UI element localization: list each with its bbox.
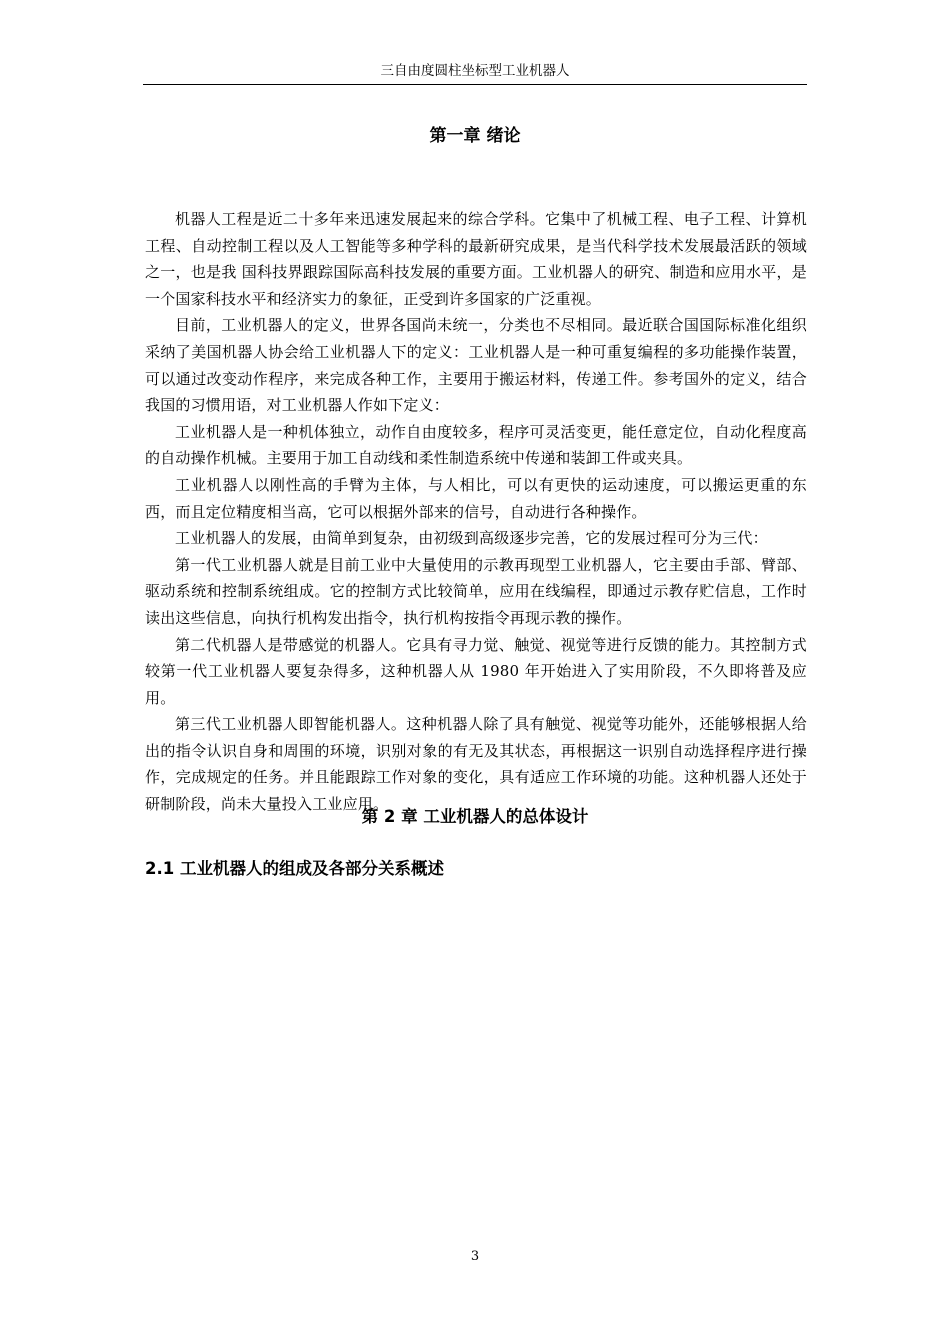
paragraph: 第三代工业机器人即智能机器人。这种机器人除了具有触觉、视觉等功能外，还能够根据人给出的指令认识自身和周围的环境，识别对象的有无及其状态，再根据这一识别自动选择程序进行操作，完成规定的任务。并且能跟踪工作对象的变化，具有适应工作环境的功能。这种机器人还处于研制阶段，尚未大量投入工业应用。 <box>145 715 807 814</box>
section-2-1-title: 2.1 工业机器人的组成及各部分关系概述 <box>145 859 444 878</box>
running-header <box>143 62 807 85</box>
chapter-2-title: 第 2 章 工业机器人的总体设计 <box>361 807 589 826</box>
chapter-1-body <box>145 206 807 818</box>
paragraph: 第二代机器人是带感觉的机器人。它具有寻力觉、触觉、视觉等进行反馈的能力。其控制方式较第一代工业机器人要复杂得多，这种机器人从 1980 年开始进入了实用阶段，不久即将普及应用。 <box>145 635 807 707</box>
paragraph: 机器人工程是近二十多年来迅速发展起来的综合学科。它集中了机械工程、电子工程、计算机工程、自动控制工程以及人工智能等多种学科的最新研究成果，是当代科学技术发展最活跃的领域之一，也是我 国科技界跟踪国际高科技发展的重要方面。工业机器人的研究、制造和应用水平，是一个国家科技水平和经济实力的象征，正受到许多国家的广泛重视。 <box>145 210 807 308</box>
chapter-1-title: 第一章 绪论 <box>429 126 521 146</box>
paragraph: 目前，工业机器人的定义，世界各国尚未统一，分类也不尽相同。最近联合国国际标准化组织采纳了美国机器人协会给工业机器人下的定义：工业机器人是一种可重复编程的多功能操作装置，可以通过改变动作程序，来完成各种工作，主要用于搬运材料，传递工件。参考国外的定义，结合我国的习惯用语，对工业机器人作如下定义： <box>145 316 807 415</box>
paragraph: 工业机器人以刚性高的手臂为主体，与人相比，可以有更快的运动速度，可以搬运更重的东西，而且定位精度相当高，它可以根据外部来的信号，自动进行各种操作。 <box>145 475 807 521</box>
page-number: 3 <box>470 1249 480 1264</box>
paragraph: 工业机器人的发展，由简单到复杂，由初级到高级逐步完善，它的发展过程可分为三代： <box>175 529 768 548</box>
paragraph: 第一代工业机器人就是目前工业中大量使用的示教再现型工业机器人，它主要由手部、臂部、驱动系统和控制系统组成。它的控制方式比较简单，应用在线编程，即通过示教存贮信息，工作时读出这些信息，向执行机构发出指令，执行机构按指令再现示教的操作。 <box>145 555 807 627</box>
running-header-title: 三自由度圆柱坐标型工业机器人 <box>380 63 570 79</box>
paragraph: 工业机器人是一种机体独立，动作自由度较多，程序可灵活变更，能任意定位，自动化程度高的自动操作机械。主要用于加工自动线和柔性制造系统中传递和装卸工件或夹具。 <box>145 422 807 468</box>
